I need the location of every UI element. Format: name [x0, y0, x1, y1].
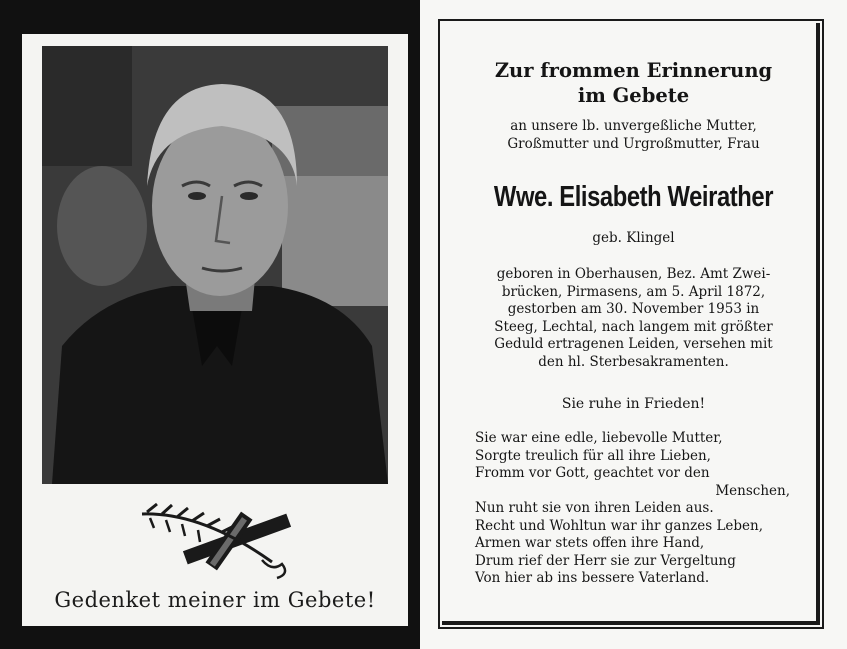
poem-line: Recht und Wohltun war ihr ganzes Leben, — [475, 517, 764, 534]
poem-line: Armen war stets offen ihre Hand, — [475, 535, 705, 551]
cross-palm-emblem-icon — [132, 502, 302, 586]
memorial-card-panel — [0, 0, 420, 649]
poem-line: Nun ruht sie von ihren Leiden aus. — [475, 500, 714, 516]
obituary-notice-panel — [420, 0, 847, 649]
poem-line: Fromm vor Gott, geachtet vor den — [475, 465, 710, 481]
card-caption: Gedenket meiner im Gebete! — [54, 588, 376, 612]
heading-line: im Gebete — [577, 84, 690, 107]
poem-line: Menschen, — [715, 482, 790, 499]
biography — [420, 266, 847, 371]
bio-line: Geduld ertragenen Leiden, versehen mit — [494, 336, 773, 352]
heading-line: Zur frommen Erinnerung — [494, 59, 773, 82]
dedication-line: Großmutter und Urgroßmutter, Frau — [507, 136, 760, 152]
bio-line: Steeg, Lechtal, nach langem mit größter — [494, 318, 773, 335]
dedication-line: an unsere lb. unvergeßliche Mutter, — [510, 118, 757, 134]
poem-line: Sie war eine edle, liebevolle Mutter, — [475, 430, 723, 446]
bio-line: brücken, Pirmasens, am 5. April 1872, — [501, 283, 766, 300]
bio-line: gestorben am 30. November 1953 in — [507, 301, 760, 317]
poem-line: Sorgte treulich für all ihre Lieben, — [475, 447, 711, 464]
poem-line: Von hier ab ins bessere Vaterland. — [475, 570, 710, 586]
poem — [475, 430, 790, 588]
dedication — [420, 117, 847, 153]
portrait-photo — [42, 46, 388, 484]
maiden-name: geb. Klingel — [592, 230, 675, 246]
portrait-photo-icon — [42, 46, 388, 484]
notice-heading — [420, 58, 847, 108]
deceased-name: Wwe. Elisabeth Weirather — [493, 181, 774, 213]
memorial-card — [22, 34, 408, 626]
rest-in-peace: Sie ruhe in Frieden! — [561, 396, 706, 412]
bio-line: geboren in Oberhausen, Bez. Amt Zwei- — [496, 266, 771, 282]
poem-line: Drum rief der Herr sie zur Vergeltung — [475, 552, 736, 569]
bio-line: den hl. Sterbesakramenten. — [538, 353, 729, 370]
